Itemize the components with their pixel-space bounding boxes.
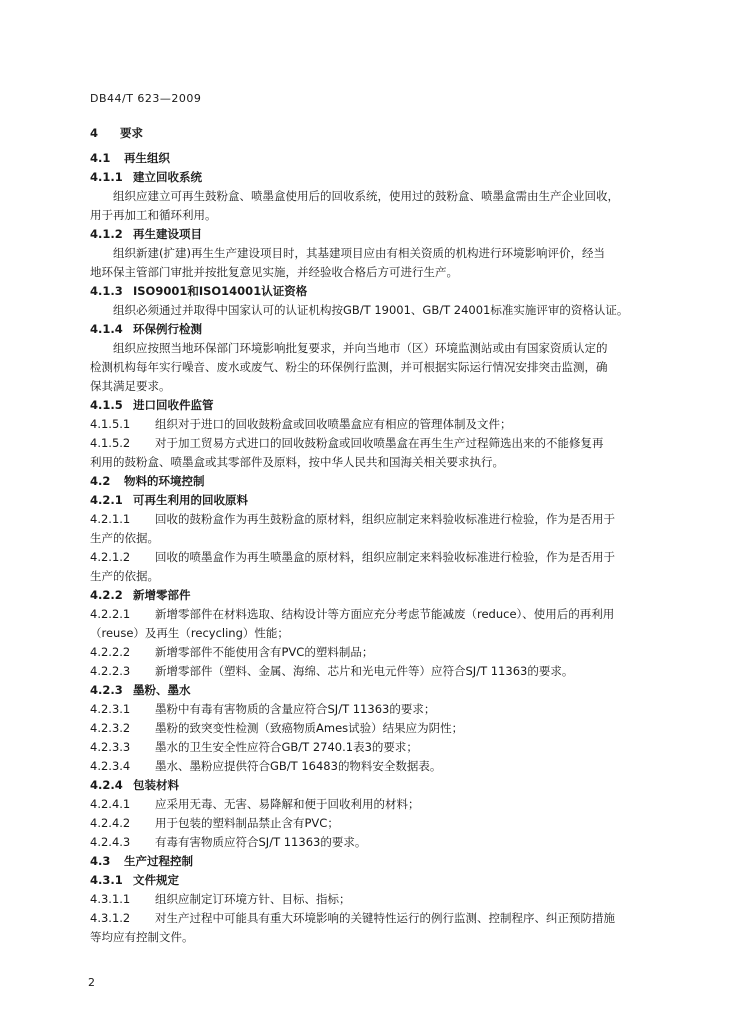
page-number: 2 [88,976,95,989]
heading-title: 物料的环境控制 [124,474,205,488]
clause-text: 组织对于进口的回收鼓粉盒或回收喷墨盒应有相应的管理体制及文件； [155,417,512,431]
heading-4-3 [90,852,660,871]
clause-number: 4.3.1.1 [90,892,131,906]
heading-4-1 [90,149,660,168]
heading-title: 环保例行检测 [133,322,202,336]
clause-number: 4.2.4.2 [90,816,131,830]
clause-4-2-3-4 [90,757,660,776]
clause-4-2-3-3 [90,738,660,757]
heading-number: 4.2.4 [90,778,123,792]
heading-number: 4.2.2 [90,588,123,602]
heading-title: 再生建设项目 [133,227,202,241]
clause-number: 4.2.2.1 [90,607,131,621]
clause-text: 应采用无毒、无害、易降解和便于回收利用的材料； [155,797,420,811]
clause-4-2-3-2 [90,719,660,738]
clause-4-2-1-1 [90,510,660,529]
clause-number: 4.2.2.3 [90,664,131,678]
paragraph-line: 用于再加工和循环利用。 [90,208,217,222]
heading-4-1-3 [90,282,660,301]
heading-4-2-1 [90,491,660,510]
clause-number: 4.2.1.1 [90,512,131,526]
clause-text: 对于加工贸易方式进口的回收鼓粉盒或回收喷墨盒在再生生产过程筛选出来的不能修复再 [155,436,604,450]
heading-number: 4.2.1 [90,493,123,507]
clause-number: 4.1.5.2 [90,436,131,450]
clause-text: 墨粉中有毒有害物质的含量应符合SJ/T 11363的要求； [155,702,436,716]
heading-title: ISO9001和ISO14001认证资格 [133,284,308,298]
heading-title: 进口回收件监管 [133,398,214,412]
clause-text: 组织应制定订环境方针、目标、指标； [155,892,351,906]
clause-4-2-1-2 [90,548,660,567]
clause-text: 回收的喷墨盒作为再生喷墨盒的原材料，组织应制定来料验收标准进行检验，作为是否用于 [155,550,615,564]
clause-number: 4.2.3.3 [90,740,131,754]
heading-title: 生产过程控制 [124,854,193,868]
clause-text: 回收的鼓粉盒作为再生鼓粉盒的原材料，组织应制定来料验收标准进行检验，作为是否用于 [155,512,615,526]
heading-title: 建立回收系统 [133,170,202,184]
heading-4-2-4 [90,776,660,795]
heading-4-1-5 [90,396,660,415]
heading-title: 再生组织 [124,151,170,165]
clause-text: 新增零部件在材料选取、结构设计等方面应充分考虑节能减废（reduce）、使用后的再利用 [155,607,615,621]
paragraph-line: 保其满足要求。 [90,379,171,393]
section-number: 4 [90,126,99,140]
paragraph-line: 组织应建立可再生鼓粉盒、喷墨盒使用后的回收系统，使用过的鼓粉盒、喷墨盒需由生产企业回收， [113,189,619,203]
clause-number: 4.3.1.2 [90,911,131,925]
paragraph-line: （reuse）及再生（recycling）性能； [90,626,289,640]
heading-4-1-4 [90,320,660,339]
clause-4-2-2-3 [90,662,660,681]
heading-title: 文件规定 [133,873,179,887]
clause-text: 用于包装的塑料制品禁止含有PVC； [155,816,339,830]
paragraph-line: 组织新建(扩建)再生生产建设项目时，其基建项目应由有相关资质的机构进行环境影响评价，经当 [113,246,605,260]
clause-4-2-4-3 [90,833,660,852]
heading-4-2-2 [90,586,660,605]
paragraph-line: 生产的依据。 [90,531,159,545]
clause-number: 4.2.2.2 [90,645,131,659]
clause-4-3-1-1 [90,890,660,909]
clause-4-2-4-1 [90,795,660,814]
clause-text: 对生产过程中可能具有重大环境影响的关键特性运行的例行监测、控制程序、纠正预防措施 [155,911,615,925]
section-4-heading [90,124,660,143]
clause-number: 4.2.4.3 [90,835,131,849]
standard-code: DB44/T 623—2009 [90,92,202,105]
heading-number: 4.1.5 [90,398,123,412]
clause-4-1-5-1 [90,415,660,434]
paragraph-line: 组织应按照当地环保部门环境影响批复要求，并向当地市（区）环境监测站或由有国家资质认定的 [113,341,608,355]
heading-number: 4.3 [90,854,111,868]
paragraph-line: 生产的依据。 [90,569,159,583]
paragraph-line: 利用的鼓粉盒、喷墨盒或其零部件及原料，按中华人民共和国海关相关要求执行。 [90,455,504,469]
clause-text: 新增零部件（塑料、金属、海绵、芯片和光电元件等）应符合SJ/T 11363的要求。 [155,664,574,678]
clause-4-2-4-2 [90,814,660,833]
heading-title: 墨粉、墨水 [133,683,191,697]
clause-4-1-5-2 [90,434,660,453]
clause-text: 墨水、墨粉应提供符合GB/T 16483的物料安全数据表。 [155,759,442,773]
clause-4-2-2-1 [90,605,660,624]
heading-title: 新增零部件 [133,588,191,602]
heading-number: 4.2 [90,474,111,488]
clause-number: 4.2.3.1 [90,702,131,716]
clause-4-2-2-2 [90,643,660,662]
clause-number: 4.2.1.2 [90,550,131,564]
heading-4-1-2 [90,225,660,244]
heading-title: 包装材料 [133,778,179,792]
heading-number: 4.1.1 [90,170,123,184]
clause-text: 墨水的卫生安全性应符合GB/T 2740.1表3的要求； [155,740,418,754]
heading-number: 4.1.3 [90,284,123,298]
paragraph-line: 等均应有控制文件。 [90,930,194,944]
document-body [90,124,660,947]
heading-4-2 [90,472,660,491]
heading-number: 4.1 [90,151,111,165]
paragraph-line: 地环保主管部门审批并按批复意见实施，并经验收合格后方可进行生产。 [90,265,458,279]
clause-number: 4.2.3.2 [90,721,131,735]
paragraph-line: 组织必须通过并取得中国家认可的认证机构按GB/T 19001、GB/T 24001标准实施评审的资格认证。 [113,303,629,317]
heading-4-3-1 [90,871,660,890]
clause-number: 4.2.3.4 [90,759,131,773]
clause-number: 4.2.4.1 [90,797,131,811]
heading-number: 4.1.4 [90,322,123,336]
heading-4-1-1 [90,168,660,187]
clause-4-3-1-2 [90,909,660,928]
clause-text: 新增零部件不能使用含有PVC的塑料制品； [155,645,374,659]
heading-title: 可再生利用的回收原料 [133,493,248,507]
clause-text: 有毒有害物质应符合SJ/T 11363的要求。 [155,835,367,849]
clause-number: 4.1.5.1 [90,417,131,431]
paragraph-line: 检测机构每年实行噪音、废水或废气、粉尘的环保例行监测，并可根据实际运行情况安排突击监测，确 [90,360,608,374]
heading-number: 4.1.2 [90,227,123,241]
clause-4-2-3-1 [90,700,660,719]
section-title: 要求 [120,126,143,140]
clause-text: 墨粉的致突变性检测（致癌物质Ames试验）结果应为阴性； [155,721,464,735]
heading-number: 4.3.1 [90,873,123,887]
heading-number: 4.2.3 [90,683,123,697]
heading-4-2-3 [90,681,660,700]
